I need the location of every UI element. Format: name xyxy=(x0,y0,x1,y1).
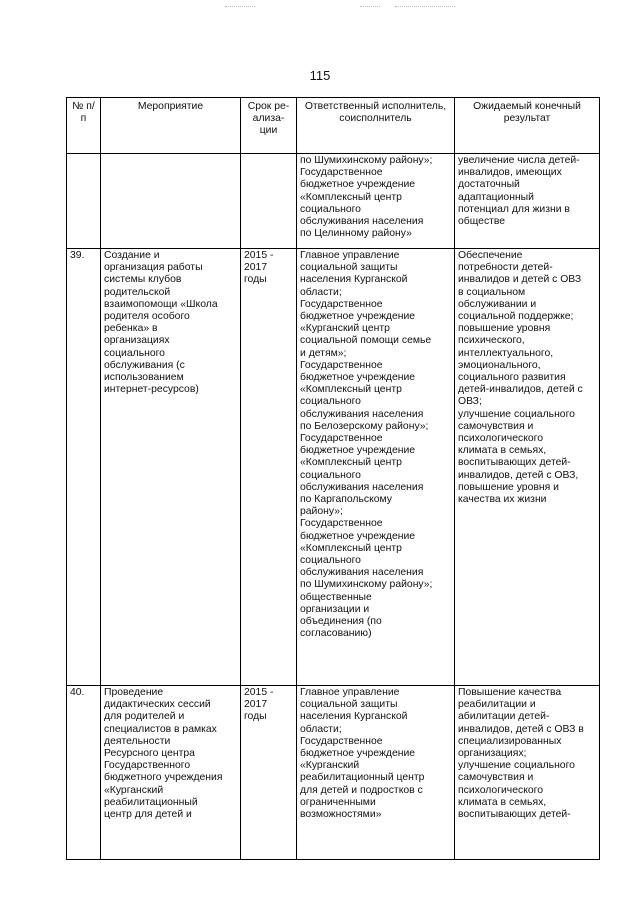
table-header-row xyxy=(67,98,600,154)
row-term xyxy=(241,154,297,249)
table-row xyxy=(67,686,600,860)
row-result: увеличение числа детей- инвалидов, имеющих достаточный адаптационный потенциал для жизни в обществе xyxy=(455,154,600,249)
table-row xyxy=(67,154,600,249)
row-event xyxy=(101,154,241,249)
header-number: № п/п xyxy=(67,98,101,154)
measures-table xyxy=(66,97,600,860)
row-result: Обеспечение потребности детей- инвалидов и детей с ОВЗ в социальном обслуживании и социальной поддержке; повышение уровня психического, интеллектуального, эмоционального, социального развития детей-инвалидов, детей с ОВЗ; улучшение социального самочувствия и психологического климата в семьях, воспитывающих детей- инвалидов, детей с ОВЗ, повышение уровня и качества их жизни xyxy=(455,249,600,686)
row-term: 2015 - 2017 годы xyxy=(241,249,297,686)
table-row xyxy=(67,249,600,686)
row-number: 39. xyxy=(67,249,101,686)
header-term: Срок ре- ализа- ции xyxy=(241,98,297,154)
header-event: Мероприятие xyxy=(101,98,241,154)
row-number: 40. xyxy=(67,686,101,860)
row-event: Создание и организация работы системы клубов родительской взаимопомощи «Школа родителя особого ребенка» в организациях социального обслуживания (с использованием интернет-ресурсов) xyxy=(101,249,241,686)
row-event: Проведение дидактических сессий для родителей и специалистов в рамках деятельности Ресурсного центра Государственного бюджетного учреждения «Курганский реабилитационный центр для детей и xyxy=(101,686,241,860)
row-result: Повышение качества реабилитации и абилитации детей- инвалидов, детей с ОВЗ в специализированных организациях; улучшение социального самочувствия и психологического климата в семьях, воспитывающих детей- xyxy=(455,686,600,860)
row-number xyxy=(67,154,101,249)
header-executor: Ответственный исполнитель, соисполнитель xyxy=(297,98,455,154)
row-term: 2015 - 2017 годы xyxy=(241,686,297,860)
row-executor: Главное управление социальной защиты населения Курганской области; Государственное бюджетное учреждение «Курганский центр социальной помощи семье и детям»; Государственное бюджетное учреждение «Комплексный центр социального обслуживания населения по Белозерскому району»; Государственное бюджетное учреждение «Комплексный центр социального обслуживания населения по Каргапольскому району»; Государственное бюджетное учреждение «Комплексный центр социального обслуживания населения по Шумихинскому району»; общественные организации и объединения (по согласованию) xyxy=(297,249,455,686)
row-executor: по Шумихинскому району»; Государственное бюджетное учреждение «Комплексный центр социального обслуживания населения по Целинному району» xyxy=(297,154,455,249)
header-result: Ожидаемый конечный результат xyxy=(455,98,600,154)
page-number: 115 xyxy=(309,68,331,83)
row-executor: Главное управление социальной защиты населения Курганской области; Государственное бюджетное учреждение «Курганский реабилитационный центр для детей и подростков с ограниченными возможностями» xyxy=(297,686,455,860)
